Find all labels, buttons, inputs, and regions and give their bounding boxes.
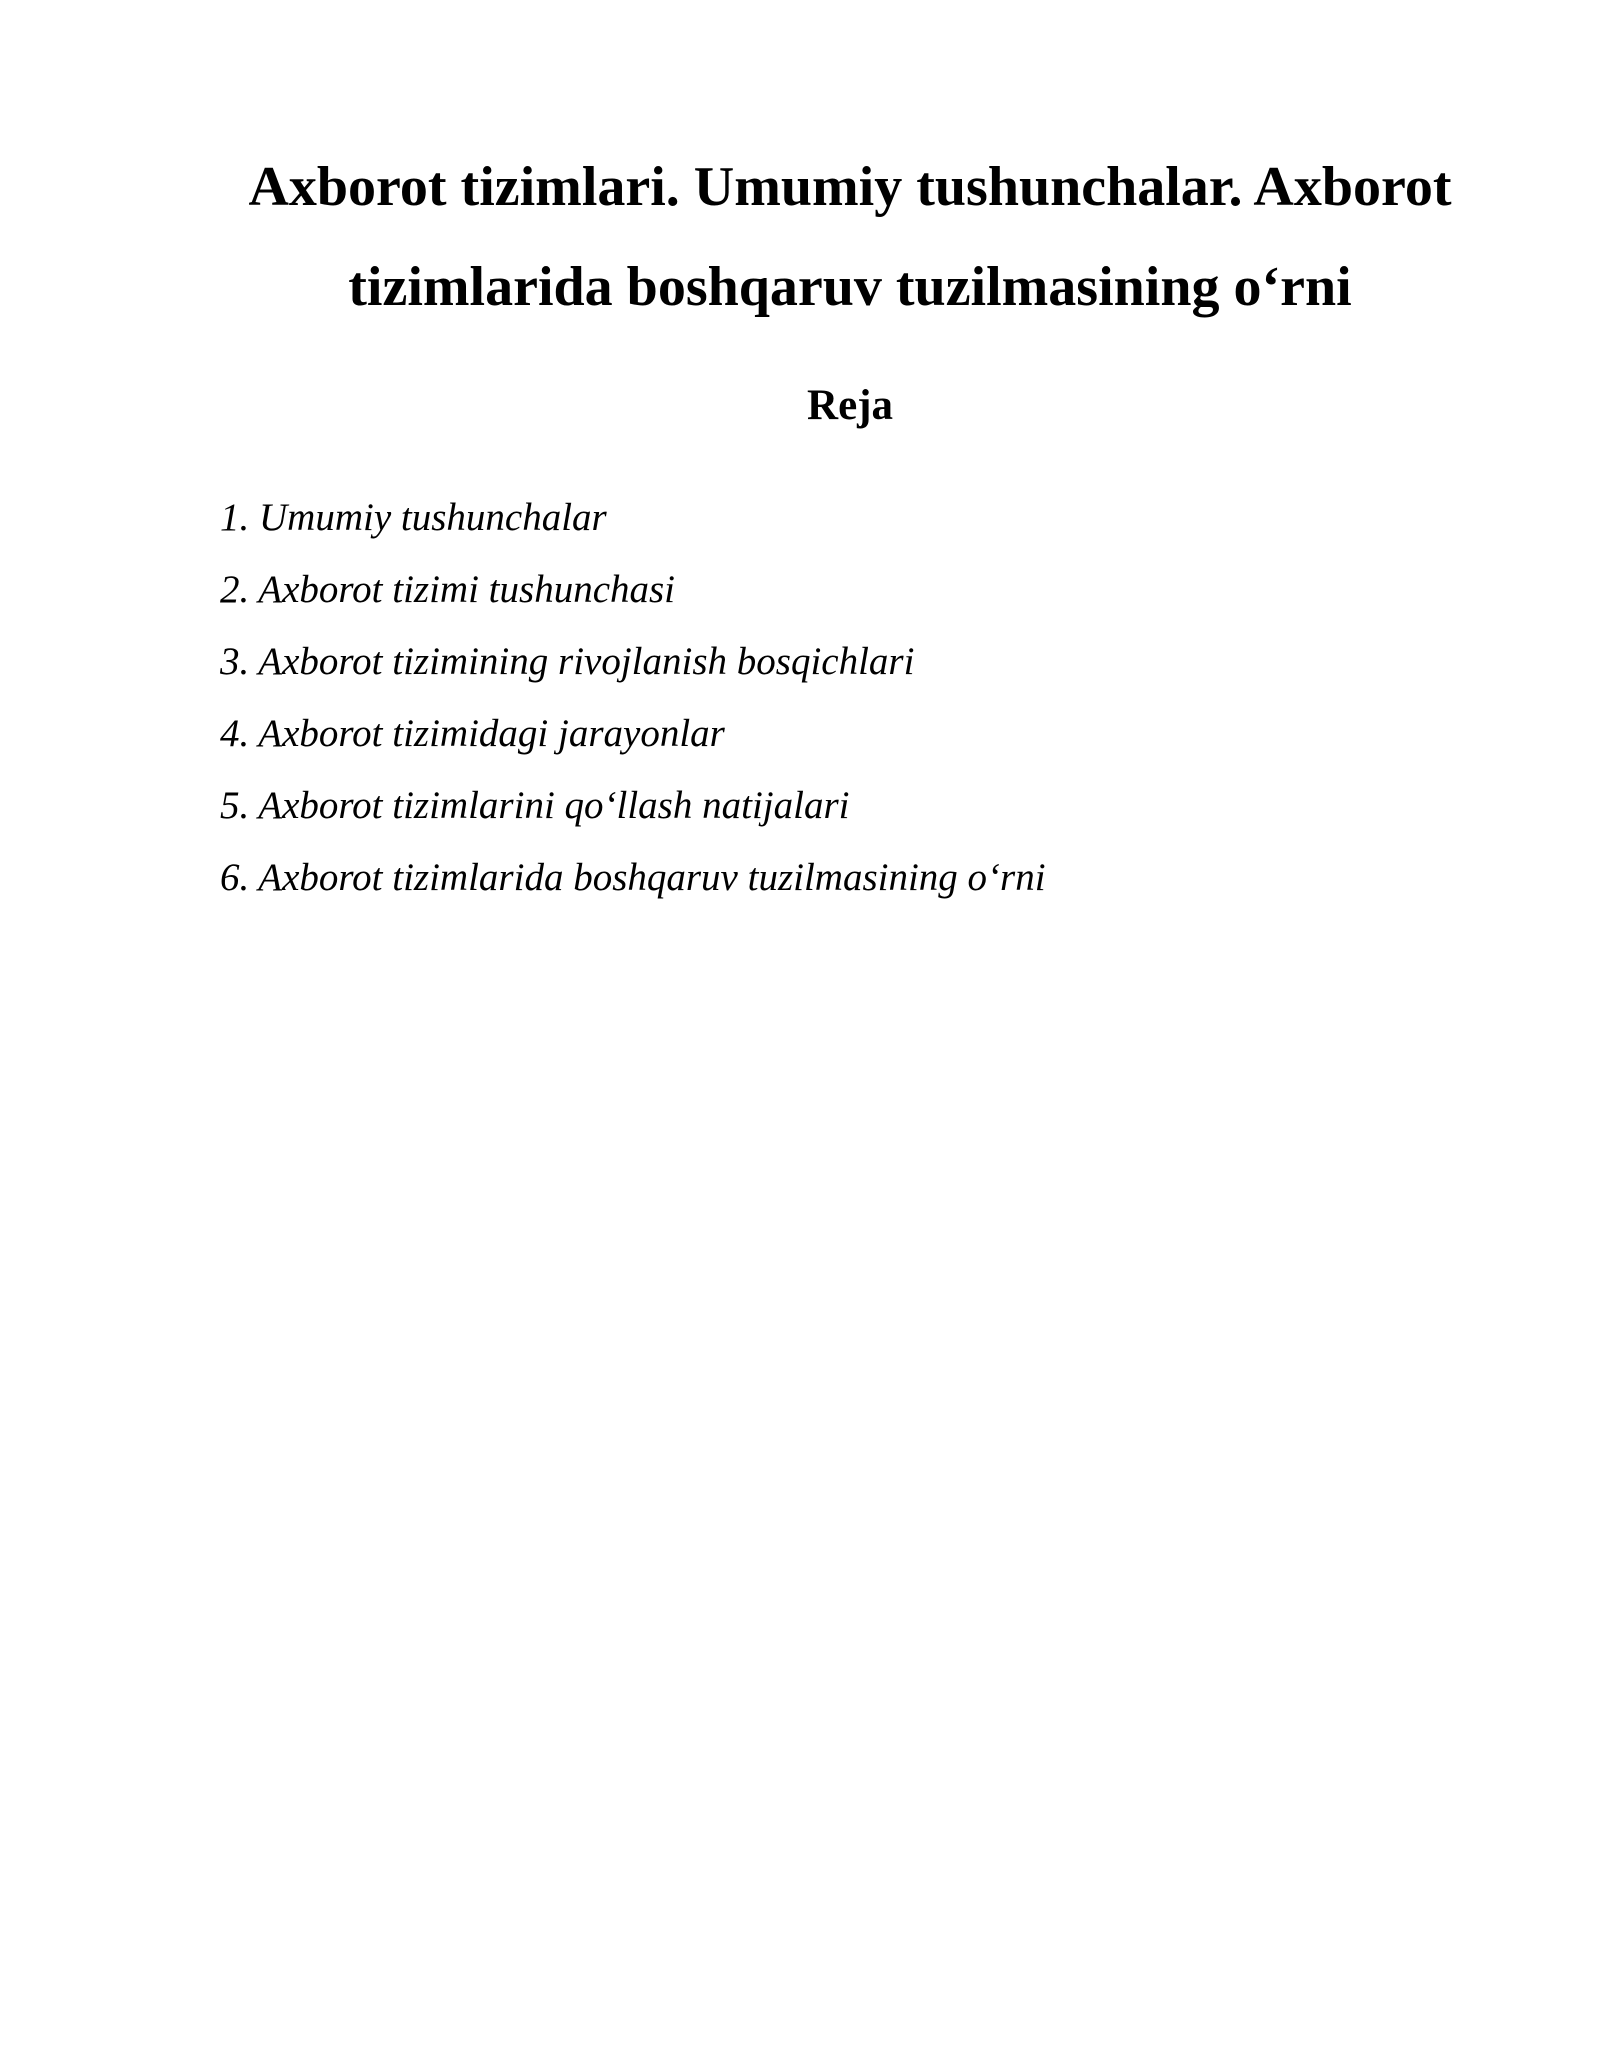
plan-item: 1. Umumiy tushunchalar [220,496,607,539]
plan-item: 5. Axborot tizimlarini qo‘llash natijalari [220,784,850,827]
plan-item: 3. Axborot tizimining rivojlanish bosqichlari [220,640,915,683]
title-line-2: tizimlarida boshqaruv tuzilmasining o‘rni [348,256,1352,318]
plan-list [220,482,1420,914]
title-line-1: Axborot tizimlari. Umumiy tushunchalar. Axborot [248,156,1452,218]
plan-item: 4. Axborot tizimidagi jarayonlar [220,712,725,755]
plan-heading: Reja [807,382,893,429]
plan-item: 2. Axborot tizimi tushunchasi [220,568,676,611]
plan-item: 6. Axborot tizimlarida boshqaruv tuzilmasining o‘rni [220,856,1046,899]
page-title [200,137,1500,337]
